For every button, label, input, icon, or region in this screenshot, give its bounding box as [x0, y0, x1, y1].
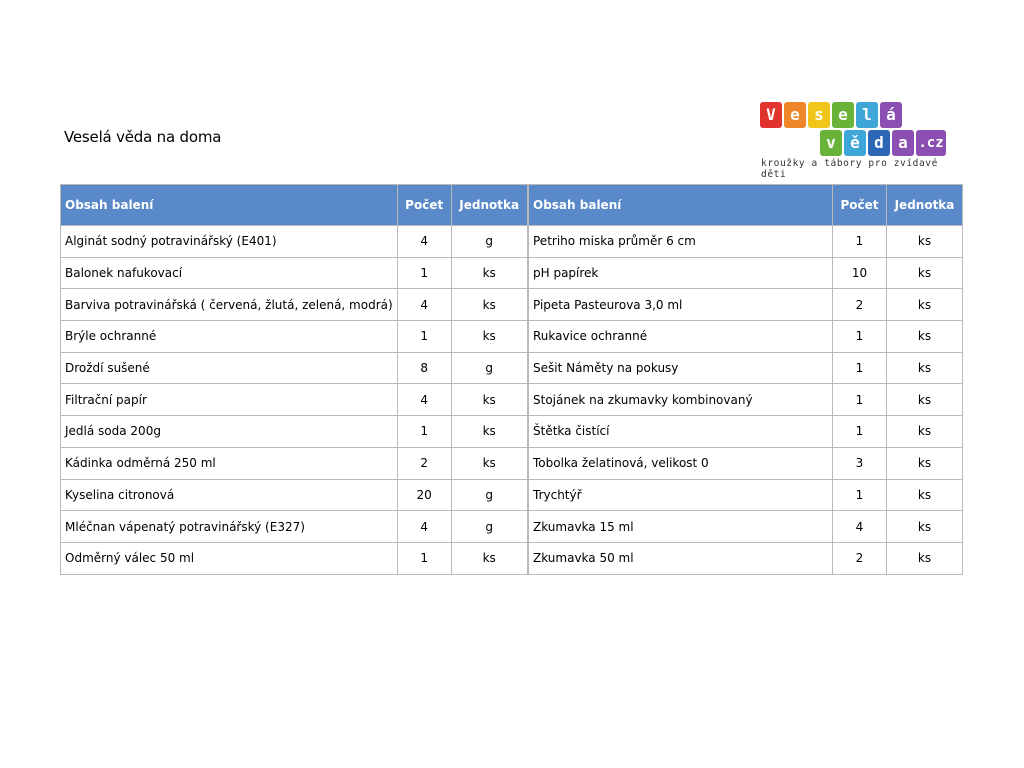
item-unit-cell: ks — [451, 447, 527, 479]
item-count-cell: 1 — [397, 416, 451, 448]
logo-letter-tile: d — [868, 130, 890, 156]
item-name-cell: Brýle ochranné — [61, 321, 398, 353]
table-row — [529, 289, 963, 321]
table-row — [61, 352, 528, 384]
vesela-veda-logo — [760, 102, 960, 180]
item-unit-cell: ks — [887, 542, 963, 574]
item-count-cell: 4 — [397, 226, 451, 258]
table-row — [529, 226, 963, 258]
logo-tagline: kroužky a tábory pro zvídavé děti — [761, 158, 938, 180]
item-count-cell: 4 — [397, 511, 451, 543]
logo-letter-tile: a — [892, 130, 914, 156]
table-row — [529, 447, 963, 479]
item-name-cell: Balonek nafukovací — [61, 257, 398, 289]
item-name-cell: Kyselina citronová — [61, 479, 398, 511]
table-row — [61, 384, 528, 416]
item-count-cell: 10 — [833, 257, 887, 289]
logo-letter-tile: l — [856, 102, 878, 128]
item-unit-cell: g — [451, 352, 527, 384]
table-row — [61, 479, 528, 511]
table-row — [529, 352, 963, 384]
logo-letter-tile: s — [808, 102, 830, 128]
header-unit: Jednotka — [451, 185, 527, 226]
header-count: Počet — [833, 185, 887, 226]
table-row — [61, 226, 528, 258]
item-name-cell: Zkumavka 15 ml — [529, 511, 833, 543]
item-unit-cell: ks — [451, 257, 527, 289]
item-unit-cell: g — [451, 479, 527, 511]
item-name-cell: Jedlá soda 200g — [61, 416, 398, 448]
item-unit-cell: ks — [451, 384, 527, 416]
table-row — [529, 257, 963, 289]
table-row — [61, 511, 528, 543]
item-name-cell: Stojánek na zkumavky kombinovaný — [529, 384, 833, 416]
logo-domain-tile: .cz — [916, 130, 946, 156]
item-unit-cell: g — [451, 226, 527, 258]
logo-letter-tile: á — [880, 102, 902, 128]
item-count-cell: 1 — [833, 352, 887, 384]
item-count-cell: 4 — [397, 384, 451, 416]
item-unit-cell: ks — [451, 416, 527, 448]
item-unit-cell: ks — [887, 289, 963, 321]
contents-table-right — [528, 184, 963, 575]
item-count-cell: 1 — [833, 479, 887, 511]
item-name-cell: Pipeta Pasteurova 3,0 ml — [529, 289, 833, 321]
item-count-cell: 20 — [397, 479, 451, 511]
item-name-cell: Zkumavka 50 ml — [529, 542, 833, 574]
table-row — [61, 321, 528, 353]
logo-letter-tile: v — [820, 130, 842, 156]
item-count-cell: 1 — [397, 542, 451, 574]
table-header-row — [529, 185, 963, 226]
item-name-cell: Petriho miska průměr 6 cm — [529, 226, 833, 258]
header-contents: Obsah balení — [61, 185, 398, 226]
header-count: Počet — [397, 185, 451, 226]
table-row — [529, 479, 963, 511]
item-unit-cell: ks — [887, 447, 963, 479]
table-row — [61, 447, 528, 479]
item-unit-cell: ks — [887, 321, 963, 353]
item-count-cell: 4 — [833, 511, 887, 543]
logo-row-vesela — [760, 102, 904, 128]
table-row — [61, 542, 528, 574]
item-name-cell: pH papírek — [529, 257, 833, 289]
item-name-cell: Filtrační papír — [61, 384, 398, 416]
item-count-cell: 2 — [833, 542, 887, 574]
item-name-cell: Alginát sodný potravinářský (E401) — [61, 226, 398, 258]
item-count-cell: 3 — [833, 447, 887, 479]
item-count-cell: 1 — [397, 321, 451, 353]
item-count-cell: 2 — [833, 289, 887, 321]
item-unit-cell: ks — [451, 289, 527, 321]
logo-letter-tile: V — [760, 102, 782, 128]
item-unit-cell: ks — [451, 321, 527, 353]
item-count-cell: 1 — [833, 226, 887, 258]
header-unit: Jednotka — [887, 185, 963, 226]
logo-row-veda — [820, 130, 948, 156]
table-row — [529, 416, 963, 448]
item-name-cell: Rukavice ochranné — [529, 321, 833, 353]
page-title: Veselá věda na doma — [64, 128, 222, 146]
table-row — [61, 257, 528, 289]
item-name-cell: Kádinka odměrná 250 ml — [61, 447, 398, 479]
item-unit-cell: ks — [887, 226, 963, 258]
item-name-cell: Barviva potravinářská ( červená, žlutá, zelená, modrá) — [61, 289, 398, 321]
item-unit-cell: ks — [451, 542, 527, 574]
item-name-cell: Štětka čistící — [529, 416, 833, 448]
table-row — [529, 321, 963, 353]
item-unit-cell: ks — [887, 384, 963, 416]
item-unit-cell: ks — [887, 479, 963, 511]
item-name-cell: Sešit Náměty na pokusy — [529, 352, 833, 384]
table-row — [529, 384, 963, 416]
item-count-cell: 8 — [397, 352, 451, 384]
table-row — [529, 511, 963, 543]
item-count-cell: 1 — [833, 416, 887, 448]
item-count-cell: 2 — [397, 447, 451, 479]
table-row — [61, 289, 528, 321]
item-name-cell: Mléčnan vápenatý potravinářský (E327) — [61, 511, 398, 543]
table-row — [529, 542, 963, 574]
contents-table-left — [60, 184, 528, 575]
item-name-cell: Odměrný válec 50 ml — [61, 542, 398, 574]
item-name-cell: Tobolka želatinová, velikost 0 — [529, 447, 833, 479]
item-count-cell: 1 — [397, 257, 451, 289]
logo-letter-tile: e — [832, 102, 854, 128]
item-unit-cell: g — [451, 511, 527, 543]
item-count-cell: 1 — [833, 321, 887, 353]
item-unit-cell: ks — [887, 352, 963, 384]
logo-letter-tile: e — [784, 102, 806, 128]
table-header-row — [61, 185, 528, 226]
item-unit-cell: ks — [887, 416, 963, 448]
item-name-cell: Droždí sušené — [61, 352, 398, 384]
item-unit-cell: ks — [887, 257, 963, 289]
table-row — [61, 416, 528, 448]
header-contents: Obsah balení — [529, 185, 833, 226]
item-count-cell: 1 — [833, 384, 887, 416]
logo-letter-tile: ě — [844, 130, 866, 156]
item-name-cell: Trychtýř — [529, 479, 833, 511]
item-count-cell: 4 — [397, 289, 451, 321]
item-unit-cell: ks — [887, 511, 963, 543]
